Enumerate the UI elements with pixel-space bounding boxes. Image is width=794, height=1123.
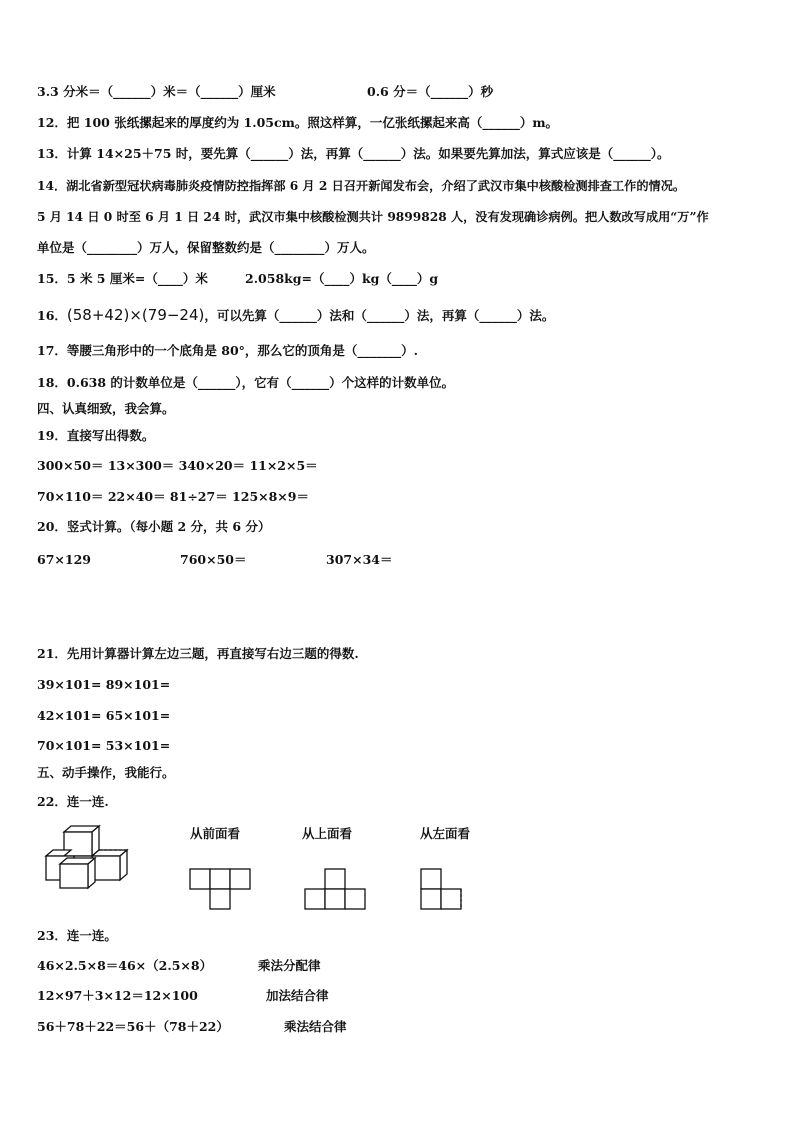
- q11-time-conversion: 0.6 分＝（______）秒: [367, 84, 494, 99]
- q14-text-line3: 单位是（________）万人，保留整数约是（________）万人。: [37, 240, 375, 255]
- q20-item1: 67×129: [37, 552, 91, 567]
- left-view-shape: [420, 867, 470, 911]
- q23-expr3: 56＋78＋22＝56＋（78＋22）: [37, 1019, 229, 1034]
- q15-mass: 2.058kg=（____）kg（____）g: [245, 271, 439, 286]
- q16-expression: (58+42)×(79−24): [66, 306, 205, 324]
- q21-title: 21．先用计算器计算左边三题，再直接写右边三题的得数.: [37, 646, 359, 661]
- q16-line: [37, 307, 554, 324]
- q22-title: 22．连一连.: [37, 794, 109, 809]
- q13-text: 13．计算 14×25＋75 时，要先算（______）法，再算（______）法。如果要先算加法，算式应该是（______）。: [37, 146, 670, 161]
- label-top-view: 从上面看: [302, 826, 353, 841]
- q14-text-line1: 14．湖北省新型冠状病毒肺炎疫情防控指挥部 6 月 2 日召开新闻发布会，介绍了武汉市集中核酸检测排查工作的情况。: [37, 179, 686, 193]
- q16-number: 16．: [37, 308, 67, 323]
- cube-solid-figure: [40, 824, 130, 894]
- q17-text: 17．等腰三角形中的一个底角是 80°，那么它的顶角是（_______）.: [37, 343, 418, 358]
- label-front-view: 从前面看: [190, 826, 241, 841]
- q19-row2: 70×110＝ 22×40＝ 81÷27＝ 125×8×9＝: [37, 489, 309, 504]
- top-view-shape: [304, 867, 368, 911]
- q23-law1: 乘法分配律: [258, 958, 321, 973]
- q23-law2: 加法结合律: [266, 988, 329, 1003]
- front-view-shape: [189, 867, 253, 911]
- q11-length-conversion: 3.3 分米＝（______）米＝（______）厘米: [37, 84, 276, 99]
- q23-law3: 乘法结合律: [284, 1019, 347, 1034]
- q19-title: 19．直接写出得数。: [37, 428, 155, 443]
- q20-item3: 307×34＝: [326, 552, 393, 567]
- q23-title: 23．连一连。: [37, 928, 117, 943]
- q23-expr2: 12×97＋3×12＝12×100: [37, 988, 198, 1003]
- q15-length: 15．5 米 5 厘米=（____）米: [37, 271, 208, 286]
- q16-rest: ，可以先算（______）法和（______）法，再算（______）法。: [204, 308, 555, 323]
- section-4-heading: 四、认真细致，我会算。: [37, 401, 175, 416]
- q21-row2: 42×101= 65×101=: [37, 708, 171, 723]
- label-left-view: 从左面看: [420, 826, 471, 841]
- q21-row3: 70×101= 53×101=: [37, 738, 171, 753]
- q20-item2: 760×50＝: [180, 552, 247, 567]
- q20-title: 20．竖式计算。（每小题 2 分，共 6 分）: [37, 519, 271, 534]
- q23-expr1: 46×2.5×8＝46×（2.5×8）: [37, 958, 213, 973]
- q14-text-line2: 5 月 14 日 0 时至 6 月 1 日 24 时，武汉市集中核酸检测共计 9899828 人，没有发现确诊病例。把人数改写成用“万”作: [37, 210, 709, 224]
- q12-text: 12．把 100 张纸摞起来的厚度约为 1.05cm。照这样算，一亿张纸摞起来高（______）m。: [37, 115, 559, 130]
- q21-row1: 39×101= 89×101=: [37, 677, 171, 692]
- section-5-heading: 五、动手操作，我能行。: [37, 765, 175, 780]
- q19-row1: 300×50＝ 13×300＝ 340×20＝ 11×2×5＝: [37, 458, 318, 473]
- q18-text: 18．0.638 的计数单位是（______），它有（______）个这样的计数单位。: [37, 375, 455, 390]
